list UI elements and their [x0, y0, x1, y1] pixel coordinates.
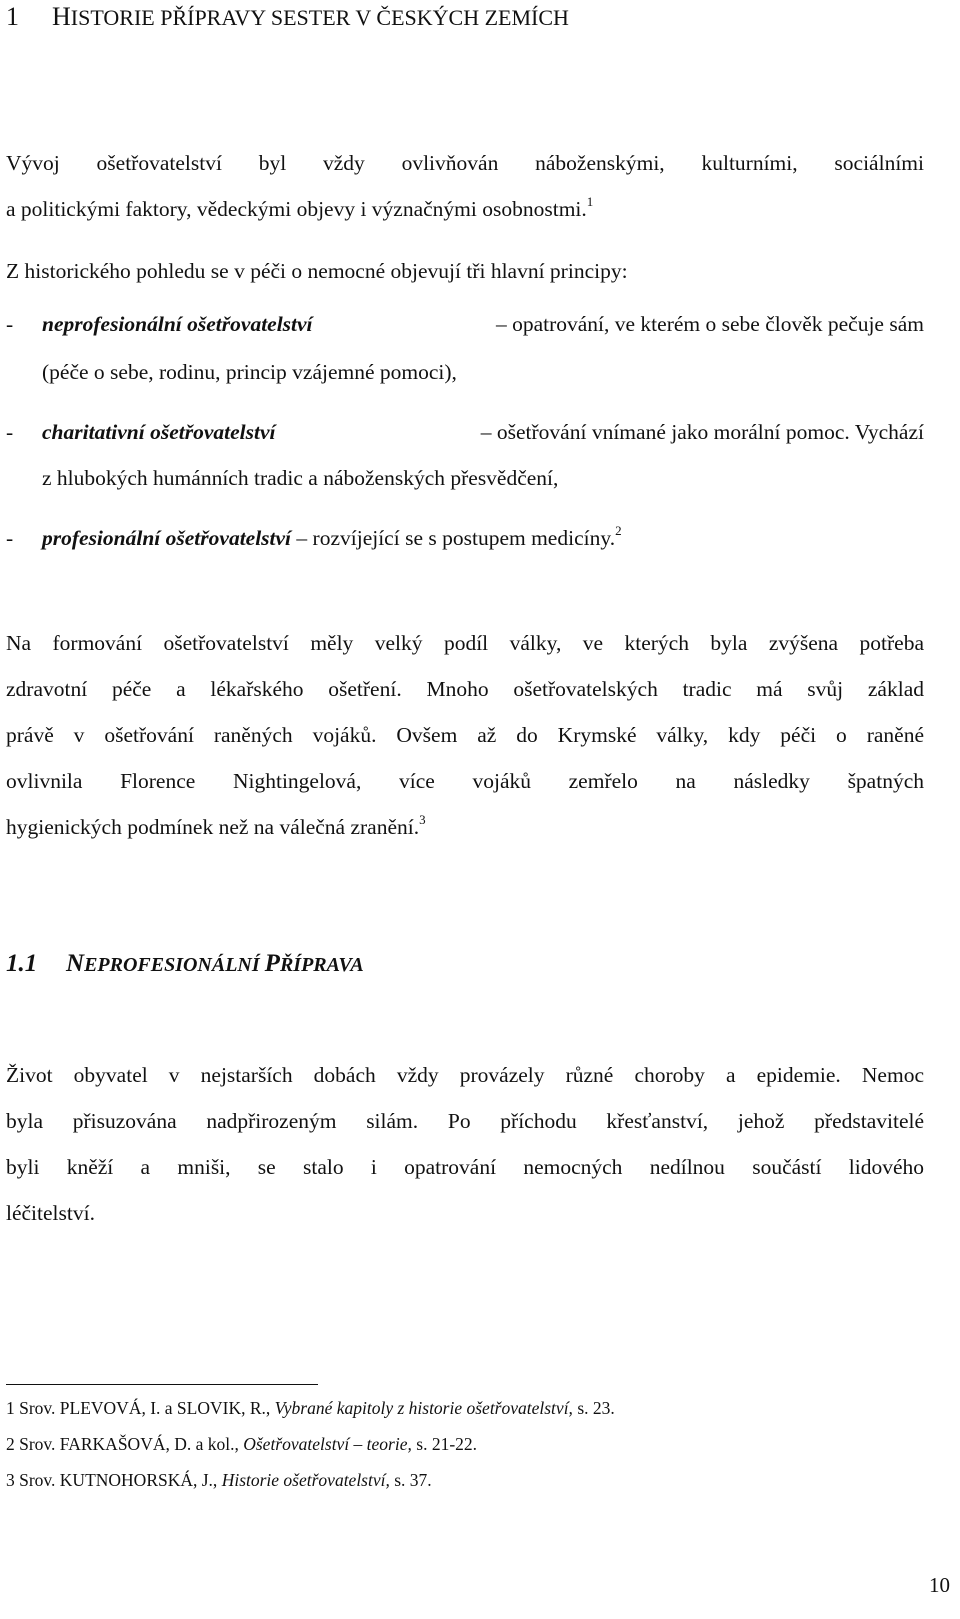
footnote-2: [6, 1434, 477, 1455]
footnote-ref-2: 2: [615, 523, 622, 538]
bullet-dash: -: [6, 312, 14, 336]
para2-line-3: právě v ošetřování raněných vojáků. Ovšem až do Krymské války, kdy péči o raněné: [6, 723, 924, 747]
para2-line-4: ovlivnila Florence Nightingelová, více vojáků zemřelo na následky špatných: [6, 769, 924, 793]
para3-line-1: Život obyvatel v nejstarších dobách vždy provázely různé choroby a epidemie. Nemoc: [6, 1063, 924, 1087]
bullet-term: profesionální ošetřovatelství: [42, 526, 292, 550]
footnote-text: 1 Srov. PLEVOVÁ, I. a SLOVIK, R.,: [6, 1398, 275, 1418]
chapter-title-initial: H: [52, 2, 71, 31]
para3-line-2: byla přisuzována nadpřirozeným silám. Po příchodu křesťanství, jehož představitelé: [6, 1109, 924, 1133]
footnote-page: s. 21-22.: [411, 1434, 478, 1454]
para2-line-1: Na formování ošetřovatelství měly velký podíl války, ve kterých byla zvýšena potřeba: [6, 631, 924, 655]
para3-line-3: byli kněží a mniši, se stalo i opatrování nemocných nedílnou součástí lidového: [6, 1155, 924, 1179]
bullet-1-continuation: (péče o sebe, rodinu, princip vzájemné pomoci),: [42, 360, 457, 384]
bullet-dash: -: [6, 420, 14, 444]
section-title-part-2: ŘÍPRAVA: [279, 954, 364, 976]
para2-last-text: hygienických podmínek než na válečná zranění.: [6, 815, 420, 839]
chapter-heading: [6, 2, 569, 32]
intro-line-2-text: a politickými faktory, vědeckými objevy i význačnými osobnostmi.: [6, 197, 587, 221]
section-number: 1.1: [6, 950, 38, 977]
bullet-text: – rozvíjející se s postupem medicíny.: [291, 526, 616, 550]
footnote-text: 2 Srov. FARKAŠOVÁ, D. a kol.,: [6, 1434, 244, 1454]
para3-line-4: léčitelství.: [6, 1201, 95, 1225]
para2-line-5: [6, 804, 924, 850]
intro-line-2: [6, 186, 924, 232]
section-title-initial-2: P: [264, 950, 280, 977]
footnote-3: [6, 1470, 432, 1491]
section-title-part: EPROFESIONÁLNÍ: [84, 954, 265, 976]
para2-line-2: zdravotní péče a lékařského ošetření. Mnoho ošetřovatelských tradic má svůj základ: [6, 677, 924, 701]
footnote-text: 3 Srov. KUTNOHORSKÁ, J.,: [6, 1470, 222, 1490]
footnote-page: s. 23.: [572, 1398, 615, 1418]
section-heading: [6, 950, 364, 978]
bullet-2-continuation: z hlubokých humánních tradic a náboženských přesvědčení,: [42, 466, 559, 490]
section-title-initial: N: [66, 950, 85, 977]
bullet-item-3: [6, 523, 622, 551]
footnote-title: Vybrané kapitoly z historie ošetřovatelství,: [274, 1398, 573, 1418]
footnote-ref-1: 1: [586, 194, 594, 209]
bullet-text: – opatrování, ve kterém o sebe člověk pečuje sám: [495, 312, 924, 336]
footnote-separator: [6, 1384, 318, 1385]
intro-line-1: Vývoj ošetřovatelství byl vždy ovlivňován náboženskými, kulturními, sociálními: [6, 151, 924, 175]
footnote-ref-3: 3: [419, 812, 426, 827]
bullet-text: – ošetřování vnímané jako morální pomoc. Vychází: [480, 420, 924, 444]
footnote-page: s. 37.: [389, 1470, 432, 1490]
footnote-title: Ošetřovatelství – teorie,: [243, 1434, 412, 1454]
chapter-number: 1: [6, 2, 19, 31]
bullet-item-1: [6, 312, 924, 337]
footnote-1: [6, 1398, 615, 1419]
footnote-title: Historie ošetřovatelství,: [221, 1470, 390, 1490]
bullet-item-2: [6, 420, 924, 445]
bullet-term: charitativní ošetřovatelství: [42, 420, 276, 444]
bullet-term: neprofesionální ošetřovatelství: [42, 312, 313, 336]
page-number: 10: [929, 1573, 950, 1597]
chapter-title: ISTORIE PŘÍPRAVY SESTER V ČESKÝCH ZEMÍCH: [70, 5, 569, 30]
bullet-dash: -: [6, 526, 14, 550]
intro-line-3: Z historického pohledu se v péči o nemocné objevují tři hlavní principy:: [6, 259, 628, 283]
